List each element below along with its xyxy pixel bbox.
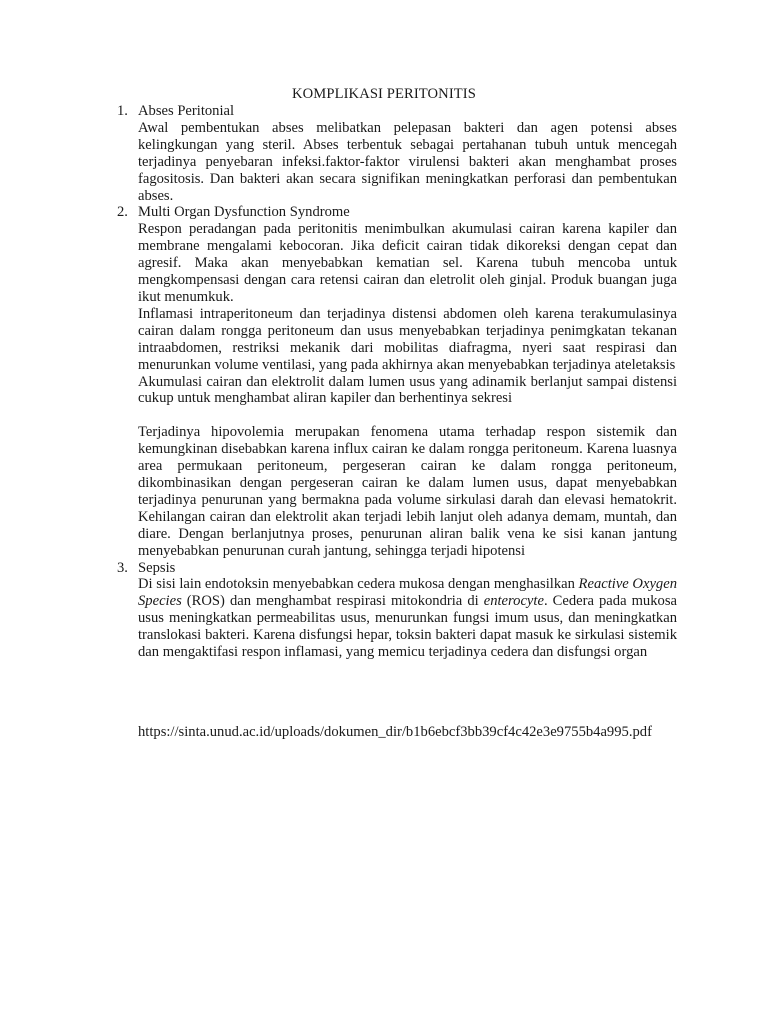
- section-heading: Abses Peritonial: [138, 103, 235, 119]
- document-body: [117, 103, 677, 661]
- paragraph: Awal pembentukan abses melibatkan pelepasan bakteri dan agen potensi abses kelingkungan yang steril. Abses terbentuk sebagai pertahanan tubuh untuk mencegah terjadinya penyebaran infeksi.faktor-faktor virulensi bakteri akan menghambat proses fagositosis. Dan bakteri akan secara signifikan meningkatkan perforasi dan pembentukan abses.: [138, 119, 677, 204]
- paragraph: Terjadinya hipovolemia merupakan fenomena utama terhadap respon sistemik dan kemungkinan disebabkan karena influx cairan ke dalam rongga peritoneum. Karena luasnya area permukaan peritoneum, pergeseran cairan ke dalam rongga peritoneum, dikombinasikan dengan pergeseran cairan ke dalam lumen usus, dapat menyebabkan terjadinya penurunan yang bermakna pada volume sirkulasi darah dan elevasi hematokrit. Kehilangan cairan dan elektrolit akan terjadi lebih lanjut oleh adanya demam, muntah, dan diare. Dengan berlanjutnya proses, penurunan aliran balik vena ke sisi kanan jantung menyebabkan penurunan curah jantung, sehingga terjadi hipotensi: [138, 424, 677, 559]
- list-item-multi-organ-dysfunction: [117, 204, 677, 559]
- paragraph: [138, 576, 677, 661]
- list-item-sepsis: [117, 560, 677, 661]
- italic-term: enterocyte: [483, 593, 544, 610]
- section-heading: Sepsis: [138, 559, 176, 576]
- list-number: 2.: [117, 204, 128, 221]
- document-title: KOMPLIKASI PERITONITIS: [292, 86, 476, 102]
- text-run: Di sisi lain endotoksin menyebabkan cedera mukosa dengan menghasilkan: [138, 576, 579, 593]
- paragraph: Respon peradangan pada peritonitis menimbulkan akumulasi cairan karena kapiler dan membrane mengalami kebocoran. Jika deficit cairan tidak dikoreksi dengan cepat dan agresif. Maka akan menyebabkan kematian sel. Karena tubuh mencoba untuk mengkompensasi dengan cara retensi cairan dan eletrolit oleh ginjal. Produk buangan juga ikut menumkuk.: [138, 221, 677, 305]
- text-run: . Cedera pada mukosa usus meningkatkan permeabilitas usus, menurunkan fungsi imum usus, dan meningkatkan translokasi bakteri. Karena disfungsi hepar, toksin bakteri dapat masuk ke sirkulasi sistemik dan mengaktifasi respon inflamasi, yang memicu terjadinya cedera dan disfungsi organ: [138, 593, 677, 661]
- text-run: (ROS) dan menghambat respirasi mitokondria di: [181, 593, 484, 610]
- section-heading: Multi Organ Dysfunction Syndrome: [138, 204, 350, 221]
- paragraph-gap: [138, 407, 677, 424]
- italic-term: Reactive Oxygen Species: [138, 576, 677, 610]
- list-number: 1.: [117, 103, 128, 119]
- list-item-abses-peritonial: [117, 103, 677, 204]
- list-number: 3.: [117, 559, 128, 576]
- paragraph: Inflamasi intraperitoneum dan terjadinya distensi abdomen oleh karena terakumulasinya cairan dalam rongga peritoneum dan usus menyebabkan terjadinya penimgkatan tekanan intraabdomen, restriksi mekanik dari mobilitas diafragma, nyeri saat respirasi dan menurunkan volume ventilasi, yang pada akhirnya akan menyebabkan terjadinya ateletaksis: [138, 305, 677, 373]
- paragraph: Akumulasi cairan dan elektrolit dalam lumen usus yang adinamik berlanjut sampai distensi cukup untuk menghambat aliran kapiler dan berhentinya sekresi: [138, 373, 677, 407]
- source-url: https://sinta.unud.ac.id/uploads/dokumen_dir/b1b6ebcf3bb39cf4c42e3e9755b4a995.pdf: [138, 724, 652, 740]
